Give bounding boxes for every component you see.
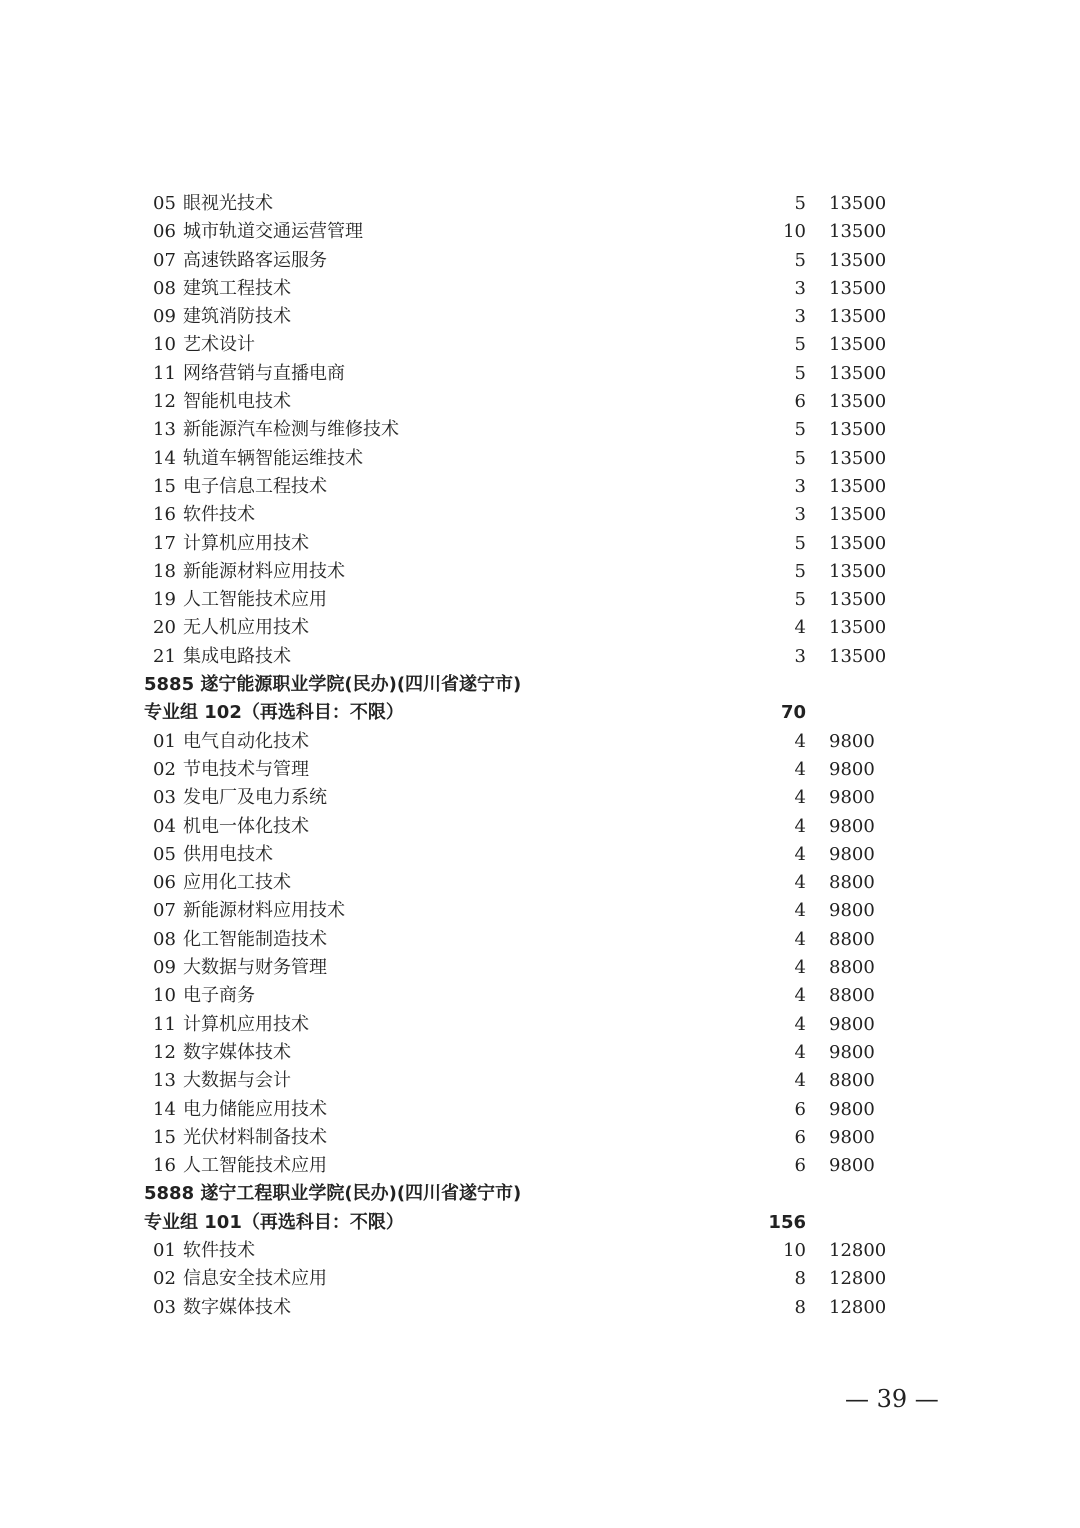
major-name: 化工智能制造技术 [183, 928, 327, 950]
tuition-fee: 9800 [829, 1013, 875, 1035]
group-total: 156 [768, 1211, 806, 1233]
major-name: 光伏材料制备技术 [183, 1126, 327, 1148]
major-name: 数字媒体技术 [183, 1296, 291, 1318]
major-name: 建筑消防技术 [183, 306, 291, 328]
tuition-fee: 13500 [829, 419, 887, 441]
major-code: 07 [153, 249, 176, 271]
major-row [0, 218, 1080, 246]
tuition-fee: 13500 [829, 532, 887, 554]
major-code: 03 [153, 787, 176, 809]
major-name: 应用化工技术 [183, 872, 291, 894]
plan-count: 8 [794, 1296, 806, 1318]
major-row [0, 926, 1080, 954]
plan-count: 3 [794, 306, 806, 328]
major-row [0, 897, 1080, 925]
tuition-fee: 8800 [829, 928, 875, 950]
page-number: — 39 — [845, 1385, 939, 1413]
major-code: 06 [153, 872, 176, 894]
major-row [0, 473, 1080, 501]
heading-text: 5888 遂宁工程职业学院(民办)(四川省遂宁市) [144, 1183, 522, 1205]
plan-count: 6 [794, 1126, 806, 1148]
major-name: 电子信息工程技术 [183, 475, 327, 497]
major-code: 10 [153, 334, 176, 356]
major-row [0, 360, 1080, 388]
tuition-fee: 8800 [829, 957, 875, 979]
plan-count: 5 [794, 560, 806, 582]
heading-text: 专业组 101（再选科目：不限） [144, 1211, 404, 1233]
plan-count: 4 [794, 985, 806, 1007]
major-name: 新能源材料应用技术 [183, 560, 345, 582]
major-name: 网络营销与直播电商 [183, 362, 345, 384]
major-name: 电子商务 [183, 985, 255, 1007]
tuition-fee: 13500 [829, 447, 887, 469]
major-row [0, 1039, 1080, 1067]
major-row [0, 614, 1080, 642]
heading-text: 专业组 102（再选科目：不限） [144, 702, 404, 724]
plan-count: 4 [794, 815, 806, 837]
school-heading [0, 1180, 1080, 1208]
major-code: 13 [153, 1070, 176, 1092]
major-row [0, 841, 1080, 869]
plan-count: 8 [794, 1268, 806, 1290]
major-row [0, 1124, 1080, 1152]
major-row [0, 445, 1080, 473]
major-name: 机电一体化技术 [183, 815, 309, 837]
tuition-fee: 8800 [829, 985, 875, 1007]
plan-count: 4 [794, 617, 806, 639]
major-name: 新能源汽车检测与维修技术 [183, 419, 399, 441]
major-code: 12 [153, 1041, 176, 1063]
major-row [0, 558, 1080, 586]
document-body [0, 190, 1080, 1322]
major-name: 智能机电技术 [183, 391, 291, 413]
major-code: 06 [153, 221, 176, 243]
tuition-fee: 8800 [829, 872, 875, 894]
tuition-fee: 9800 [829, 730, 875, 752]
major-code: 05 [153, 843, 176, 865]
major-name: 大数据与会计 [183, 1070, 291, 1092]
tuition-fee: 13500 [829, 617, 887, 639]
plan-count: 4 [794, 928, 806, 950]
major-row [0, 275, 1080, 303]
major-code: 14 [153, 1098, 176, 1120]
tuition-fee: 9800 [829, 1155, 875, 1177]
major-code: 02 [153, 758, 176, 780]
major-name: 艺术设计 [183, 334, 255, 356]
tuition-fee: 8800 [829, 1070, 875, 1092]
major-name: 软件技术 [183, 504, 255, 526]
school-heading [0, 671, 1080, 699]
major-code: 01 [153, 730, 176, 752]
major-code: 12 [153, 391, 176, 413]
major-row [0, 869, 1080, 897]
major-code: 10 [153, 985, 176, 1007]
major-name: 电力储能应用技术 [183, 1098, 327, 1120]
major-row [0, 954, 1080, 982]
plan-count: 4 [794, 1041, 806, 1063]
tuition-fee: 13500 [829, 249, 887, 271]
major-row [0, 1011, 1080, 1039]
tuition-fee: 9800 [829, 843, 875, 865]
plan-count: 4 [794, 957, 806, 979]
major-name: 无人机应用技术 [183, 617, 309, 639]
major-row [0, 1294, 1080, 1322]
major-name: 数字媒体技术 [183, 1041, 291, 1063]
plan-count: 4 [794, 1070, 806, 1092]
plan-count: 4 [794, 872, 806, 894]
plan-count: 4 [794, 1013, 806, 1035]
major-row [0, 728, 1080, 756]
major-name: 眼视光技术 [183, 193, 273, 214]
plan-count: 3 [794, 475, 806, 497]
tuition-fee: 9800 [829, 1098, 875, 1120]
major-code: 13 [153, 419, 176, 441]
major-name: 新能源材料应用技术 [183, 900, 345, 922]
major-row [0, 303, 1080, 331]
major-name: 计算机应用技术 [183, 1013, 309, 1035]
major-name: 计算机应用技术 [183, 532, 309, 554]
plan-count: 5 [794, 249, 806, 271]
tuition-fee: 13500 [829, 589, 887, 611]
tuition-fee: 13500 [829, 475, 887, 497]
major-name: 信息安全技术应用 [183, 1268, 327, 1290]
major-row [0, 1152, 1080, 1180]
heading-text: 5885 遂宁能源职业学院(民办)(四川省遂宁市) [144, 674, 522, 696]
plan-count: 5 [794, 362, 806, 384]
tuition-fee: 12800 [829, 1296, 887, 1318]
major-row [0, 247, 1080, 275]
major-row [0, 416, 1080, 444]
major-name: 轨道车辆智能运维技术 [183, 447, 363, 469]
major-name: 人工智能技术应用 [183, 589, 327, 611]
tuition-fee: 9800 [829, 1126, 875, 1148]
major-code: 16 [153, 1155, 176, 1177]
major-name: 供用电技术 [183, 843, 273, 865]
major-code: 03 [153, 1296, 176, 1318]
tuition-fee: 13500 [829, 334, 887, 356]
major-row [0, 1067, 1080, 1095]
plan-count: 5 [794, 589, 806, 611]
major-code: 09 [153, 957, 176, 979]
major-name: 电气自动化技术 [183, 730, 309, 752]
tuition-fee: 13500 [829, 306, 887, 328]
plan-count: 6 [794, 1155, 806, 1177]
plan-count: 10 [783, 1239, 806, 1261]
major-code: 08 [153, 277, 176, 299]
tuition-fee: 9800 [829, 787, 875, 809]
tuition-fee: 12800 [829, 1268, 887, 1290]
major-code: 18 [153, 560, 176, 582]
major-code: 09 [153, 306, 176, 328]
plan-count: 4 [794, 900, 806, 922]
major-name: 建筑工程技术 [183, 277, 291, 299]
major-row [0, 1096, 1080, 1124]
tuition-fee: 13500 [829, 504, 887, 526]
plan-count: 6 [794, 391, 806, 413]
major-row [0, 388, 1080, 416]
major-code: 04 [153, 815, 176, 837]
plan-count: 6 [794, 1098, 806, 1120]
major-row [0, 643, 1080, 671]
major-name: 高速铁路客运服务 [183, 249, 327, 271]
major-code: 20 [153, 617, 176, 639]
major-name: 节电技术与管理 [183, 758, 309, 780]
major-name: 城市轨道交通运营管理 [183, 221, 363, 243]
plan-count: 3 [794, 504, 806, 526]
major-code: 19 [153, 589, 176, 611]
tuition-fee: 13500 [829, 391, 887, 413]
major-row [0, 501, 1080, 529]
plan-count: 5 [794, 419, 806, 441]
major-row [0, 784, 1080, 812]
tuition-fee: 13500 [829, 193, 887, 214]
tuition-fee: 13500 [829, 645, 887, 667]
plan-count: 10 [783, 221, 806, 243]
major-code: 15 [153, 1126, 176, 1148]
major-code: 21 [153, 645, 176, 667]
group-heading [0, 699, 1080, 727]
major-name: 软件技术 [183, 1239, 255, 1261]
group-heading [0, 1209, 1080, 1237]
major-code: 17 [153, 532, 176, 554]
major-name: 发电厂及电力系统 [183, 787, 327, 809]
major-row [0, 756, 1080, 784]
major-code: 11 [153, 362, 176, 384]
plan-count: 5 [794, 334, 806, 356]
major-name: 集成电路技术 [183, 645, 291, 667]
major-name: 人工智能技术应用 [183, 1155, 327, 1177]
tuition-fee: 9800 [829, 758, 875, 780]
major-row [0, 813, 1080, 841]
major-code: 08 [153, 928, 176, 950]
plan-count: 4 [794, 843, 806, 865]
major-row [0, 982, 1080, 1010]
major-row [0, 1237, 1080, 1265]
plan-count: 4 [794, 787, 806, 809]
tuition-fee: 9800 [829, 815, 875, 837]
tuition-fee: 13500 [829, 560, 887, 582]
major-code: 15 [153, 475, 176, 497]
plan-count: 5 [794, 447, 806, 469]
major-name: 大数据与财务管理 [183, 957, 327, 979]
tuition-fee: 9800 [829, 1041, 875, 1063]
major-row [0, 1265, 1080, 1293]
tuition-fee: 13500 [829, 362, 887, 384]
group-total: 70 [780, 702, 806, 724]
plan-count: 5 [794, 532, 806, 554]
major-code: 01 [153, 1239, 176, 1261]
plan-count: 3 [794, 645, 806, 667]
tuition-fee: 13500 [829, 221, 887, 243]
plan-count: 5 [794, 193, 806, 214]
tuition-fee: 13500 [829, 277, 887, 299]
major-row [0, 586, 1080, 614]
major-code: 14 [153, 447, 176, 469]
tuition-fee: 9800 [829, 900, 875, 922]
major-code: 02 [153, 1268, 176, 1290]
major-row [0, 331, 1080, 359]
plan-count: 4 [794, 758, 806, 780]
plan-count: 3 [794, 277, 806, 299]
major-row [0, 530, 1080, 558]
tuition-fee: 12800 [829, 1239, 887, 1261]
major-code: 16 [153, 504, 176, 526]
major-code: 11 [153, 1013, 176, 1035]
major-row [0, 190, 1080, 218]
plan-count: 4 [794, 730, 806, 752]
major-code: 07 [153, 900, 176, 922]
major-code: 05 [153, 193, 176, 214]
